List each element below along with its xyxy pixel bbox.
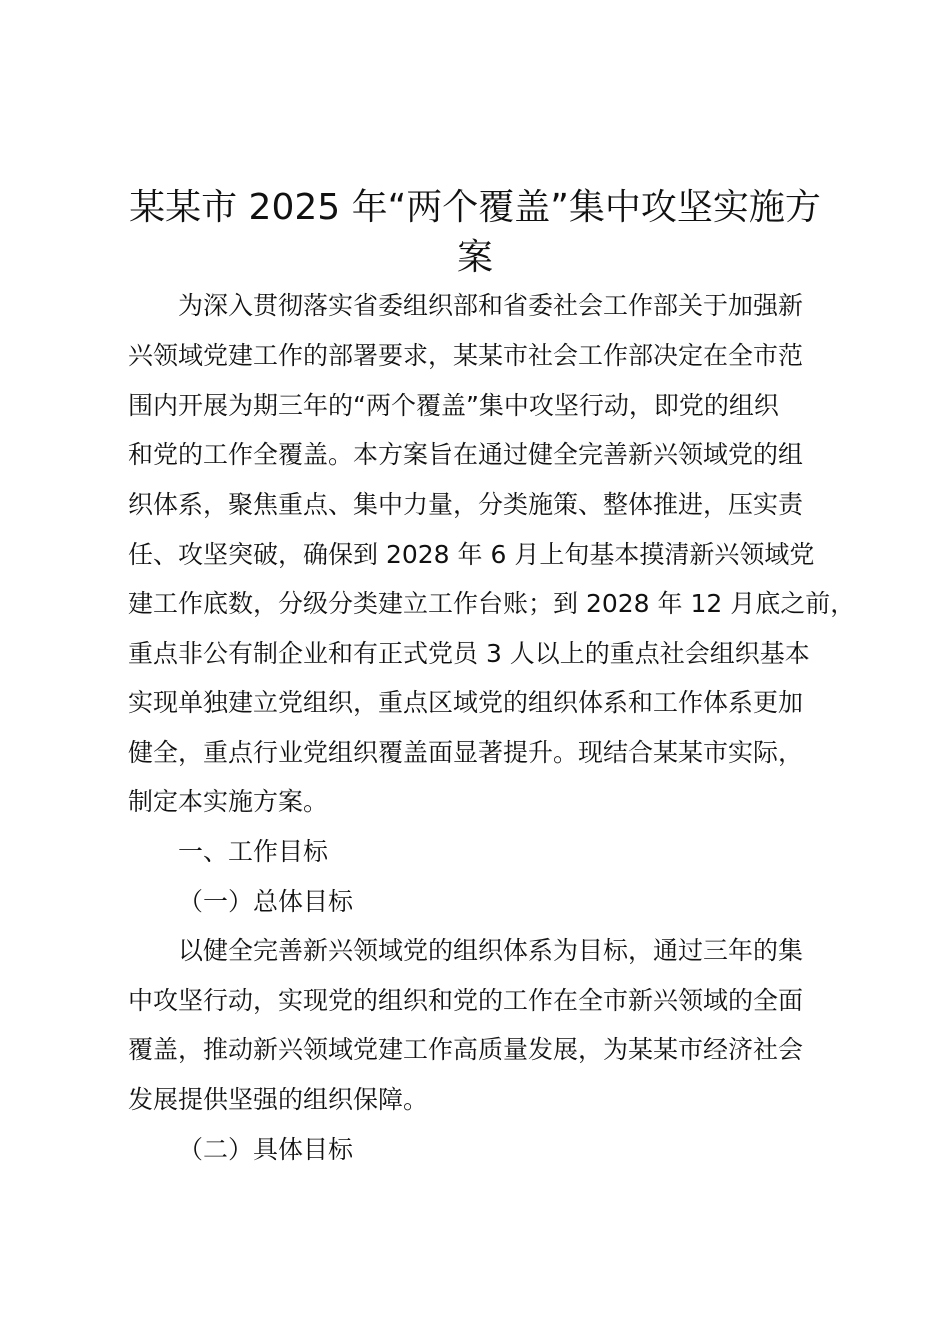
- goal-line-1: 以健全完善新兴领域党的组织体系为目标，通过三年的集: [178, 936, 804, 965]
- intro-line-3: 围内开展为期三年的“两个覆盖”集中攻坚行动，即党的组织: [128, 391, 779, 420]
- intro-line-11: 制定本实施方案。: [128, 787, 329, 816]
- intro-line-2: 兴领域党建工作的部署要求，某某市社会工作部决定在全市范: [128, 341, 804, 370]
- document-title-line-1: 某某市 2025 年“两个覆盖”集中攻坚实施方: [129, 187, 821, 228]
- intro-line-1: 为深入贯彻落实省委组织部和省委社会工作部关于加强新: [178, 291, 804, 320]
- intro-line-4: 和党的工作全覆盖。本方案旨在通过健全完善新兴领域党的组: [128, 440, 804, 469]
- goal-line-4: 发展提供坚强的组织保障。: [128, 1085, 429, 1114]
- subsection-heading-specific-goals: （二）具体目标: [178, 1135, 354, 1164]
- intro-line-5: 织体系，聚焦重点、集中力量，分类施策、整体推进，压实责: [128, 490, 804, 519]
- intro-line-6: 任、攻坚突破，确保到 2028 年 6 月上旬基本摸清新兴领域党: [128, 540, 815, 569]
- subsection-heading-overall-goal: （一）总体目标: [178, 887, 354, 916]
- section-heading-work-goals: 一、工作目标: [178, 837, 329, 866]
- document-title-line-2: 案: [456, 237, 493, 278]
- goal-line-2: 中攻坚行动，实现党的组织和党的工作在全市新兴领域的全面: [128, 986, 804, 1015]
- intro-line-8: 重点非公有制企业和有正式党员 3 人以上的重点社会组织基本: [128, 639, 810, 668]
- goal-line-3: 覆盖，推动新兴领域党建工作高质量发展，为某某市经济社会: [128, 1035, 804, 1064]
- intro-line-9: 实现单独建立党组织，重点区域党的组织体系和工作体系更加: [128, 688, 804, 717]
- intro-line-7: 建工作底数，分级分类建立工作台账；到 2028 年 12 月底之前，: [128, 589, 856, 618]
- intro-line-10: 健全，重点行业党组织覆盖面显著提升。现结合某某市实际，: [128, 738, 804, 767]
